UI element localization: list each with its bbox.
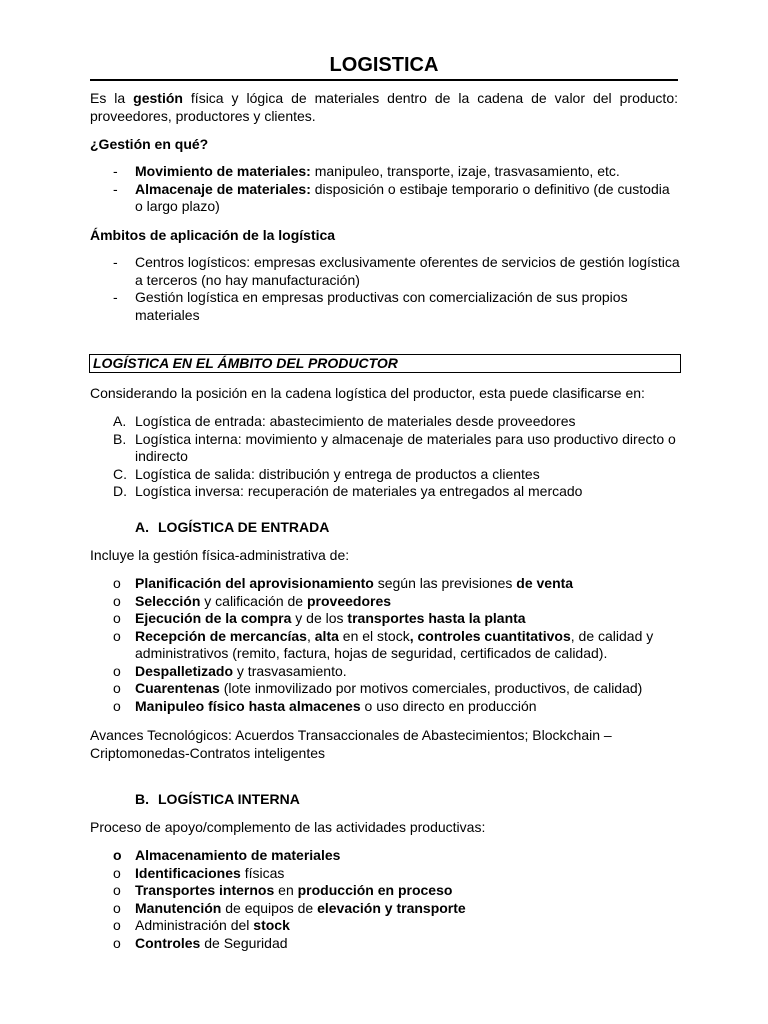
item-text: Logística interna: movimiento y almacenaje de materiales para uso productivo directo o indirecto [135,430,676,464]
list-item [90,865,680,883]
item-bold: Controles [135,934,201,951]
page-title: LOGISTICA [329,54,439,76]
circle-marker: o [113,917,121,933]
list-item [90,593,680,611]
item-bold: Transportes internos [135,882,275,898]
item-text: y trasvasamiento. [233,662,347,679]
item-text: de Seguridad [200,934,288,951]
item-text: , [306,627,315,644]
item-bold: de venta [516,575,574,591]
list-item [90,628,680,663]
title-underline [90,79,678,81]
dash-marker: - [113,180,118,197]
list-item [90,575,680,593]
item-bold: elevación y transporte [317,899,466,916]
item-bold: Recepción de mercancías [135,627,307,644]
ambitos-list [90,254,680,324]
item-bold: Planificación del aprovisionamiento [135,575,374,591]
item-text: y calificación de [200,592,307,609]
item-bold: Manutención [135,899,222,916]
intro-pre: Es la [90,90,134,106]
list-item [90,163,680,181]
section-b-intro: Proceso de apoyo/complemento de las actividades productivas: [90,819,486,835]
item-bold: proveedores [306,592,392,609]
heading-ambitos: Ámbitos de aplicación de la logística [90,227,336,243]
item-bold: Almacenaje de materiales: [135,180,311,197]
item-bold: Movimiento de materiales: [135,163,311,179]
list-item [90,698,680,716]
circle-marker: o [113,847,122,863]
list-item [90,610,680,628]
item-text: Gestión logística en empresas productivas con comercialización de sus propios materiales [135,289,628,323]
item-text: , de calidad y administrativos (remito, factura, hojas de seguridad, certificados de calidad). [135,627,654,661]
circle-marker: o [113,662,121,679]
item-text: Logística de entrada: abastecimiento de materiales desde proveedores [135,413,576,429]
section-a-title: LOGÍSTICA DE ENTRADA [158,519,330,535]
list-item [90,483,680,501]
item-text: y de los [291,610,348,626]
item-bold: Despalletizado [135,662,234,679]
section-b-title: LOGÍSTICA INTERNA [158,791,300,807]
list-item [90,181,680,216]
list-item [90,935,680,953]
item-text: manipuleo, transporte, izaje, trasvasamiento, etc. [310,163,620,179]
list-item [90,466,680,484]
intro-paragraph [90,90,678,125]
item-text: (lote inmovilizado por motivos comerciales, productivos, de calidad) [219,680,643,696]
letter-marker: A. [113,413,127,429]
dash-marker: - [113,289,118,305]
item-text: según las previsiones [373,575,517,591]
circle-marker: o [113,627,121,644]
list-item [90,680,680,698]
item-bold: alta [314,627,339,644]
list-item [90,882,680,900]
section-heading-box: LOGÍSTICA EN EL ÁMBITO DEL PRODUCTOR [89,354,681,373]
circle-marker: o [113,680,121,696]
list-item [90,289,680,324]
intro-post: física y lógica de materiales dentro de la cadena de valor del producto: proveedores, productores y clientes. [90,90,678,124]
item-bold: Cuarentenas [135,680,220,696]
item-bold: Identificaciones [135,864,241,881]
circle-marker: o [113,610,121,626]
classification-list [90,413,680,501]
list-item [90,413,680,431]
item-text: físicas [240,864,285,881]
letter-marker: D. [113,483,127,499]
gestion-list [90,163,680,216]
list-item [90,431,680,466]
list-item [90,663,680,681]
item-bold: , controles cuantitativos [409,627,571,644]
item-text: Logística inversa: recuperación de materiales ya entregados al mercado [135,483,583,499]
list-item [90,900,680,918]
item-text: Administración del [135,917,254,933]
item-bold: Selección [135,592,201,609]
dash-marker: - [113,254,118,270]
section-a-heading [135,519,329,537]
circle-marker: o [113,934,121,951]
item-text: disposición o estibaje temporario o definitivo (de custodia o largo plazo) [135,180,670,214]
circle-marker: o [113,864,121,881]
section-b-number: B. [135,791,149,807]
item-text: o uso directo en producción [360,697,537,714]
item-text: en el stock [338,627,410,644]
list-item [90,847,680,865]
circle-marker: o [113,592,121,609]
item-bold: stock [253,917,290,933]
dash-marker: - [113,163,118,179]
section-a-list [90,575,680,715]
circle-marker: o [113,697,121,714]
item-bold: Manipuleo físico hasta almacenes [135,697,361,714]
section-a-number: A. [135,519,149,535]
circle-marker: o [113,882,121,898]
letter-marker: C. [113,465,127,482]
tech-advances-note: Avances Tecnológicos: Acuerdos Transaccionales de Abastecimientos; Blockchain – Criptomonedas-Contratos inteligentes [90,727,612,761]
item-bold: Ejecución de la compra [135,610,292,626]
list-item [90,917,680,935]
intro-bold: gestión [133,90,183,106]
item-text: de equipos de [221,899,318,916]
item-bold: transportes hasta la planta [347,610,526,626]
section-b-heading [135,791,300,809]
question-gestion: ¿Gestión en qué? [90,136,209,152]
item-text: en [274,882,298,898]
section-a-intro: Incluye la gestión física-administrativa de: [90,547,350,563]
item-bold: Almacenamiento de materiales [135,847,341,863]
item-text: Centros logísticos: empresas exclusivamente oferentes de servicios de gestión logística a terceros (no hay manufacturación) [135,254,680,288]
list-item [90,254,680,289]
section-b-list [90,847,680,952]
circle-marker: o [113,899,121,916]
letter-marker: B. [113,430,127,447]
item-bold: producción en proceso [297,882,453,898]
circle-marker: o [113,575,121,591]
classify-intro: Considerando la posición en la cadena logística del productor, esta puede clasificarse en: [90,385,645,401]
item-text: Logística de salida: distribución y entrega de productos a clientes [135,465,540,482]
